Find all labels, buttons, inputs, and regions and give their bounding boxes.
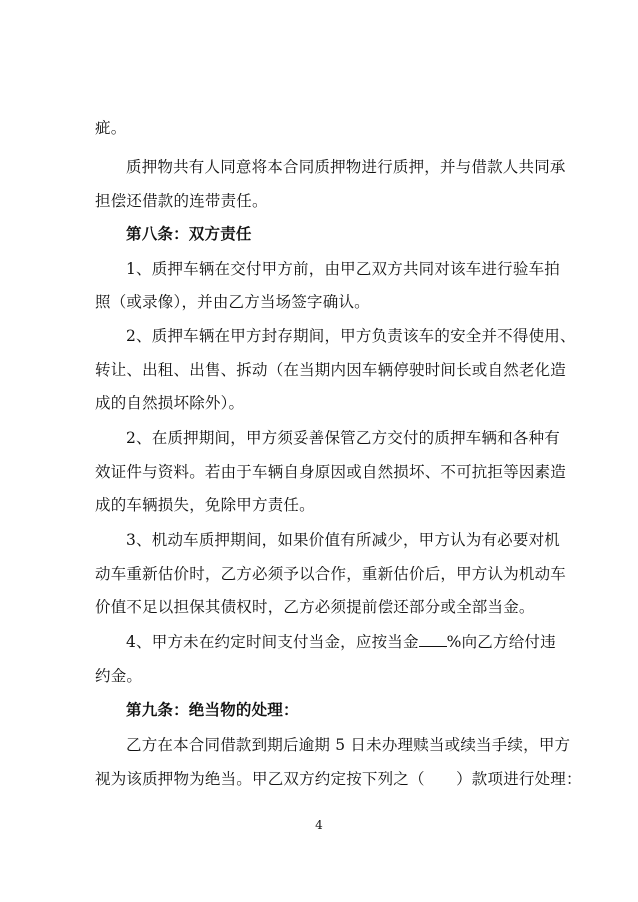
section-heading: 第九条：绝当物的处理： xyxy=(126,700,299,719)
text-line: 2、在质押期间，甲方须妥善保管乙方交付的质押车辆和各种有 xyxy=(126,429,560,447)
text-line: 动车重新估价时，乙方必须予以合作，重新估价后，甲方认为机动车 xyxy=(95,565,567,583)
text-segment: 4、甲方未在约定时间支付当金，应按当金 xyxy=(126,633,419,651)
text-line: 担偿还借款的连带责任。 xyxy=(95,192,268,210)
section-heading: 第八条：双方责任 xyxy=(126,224,252,243)
fill-in-blank xyxy=(419,632,447,647)
text-line: 价值不足以担保其债权时，乙方必须提前偿还部分或全部当金。 xyxy=(95,598,535,616)
text-line: 1、质押车辆在交付甲方前，由甲乙双方共同对该车进行验车拍 xyxy=(126,260,560,278)
text-segment: %向乙方给付违 xyxy=(446,633,556,651)
text-line: 约金。 xyxy=(95,667,143,685)
text-line: 成的车辆损失，免除甲方责任。 xyxy=(95,496,315,514)
text-line: 3、机动车质押期间，如果价值有所减少，甲方认为有必要对机 xyxy=(126,531,560,549)
text-line: 效证件与资料。若由于车辆自身原因或自然损坏、不可抗拒等因素造 xyxy=(95,463,567,481)
text-line-with-blank xyxy=(126,632,638,652)
text-line: 乙方在本合同借款到期后逾期 5 日未办理赎当或续当手续，甲方 xyxy=(126,736,571,754)
text-line: 质押物共有人同意将本合同质押物进行质押，并与借款人共同承 xyxy=(126,158,566,176)
text-line: 成的自然损坏除外）。 xyxy=(95,394,245,412)
text-line: 照（或录像），并由乙方当场签字确认。 xyxy=(95,293,370,311)
text-line: 疵。 xyxy=(95,119,127,137)
page-number: 4 xyxy=(315,818,323,832)
text-line: 2、质押车辆在甲方封存期间，甲方负责该车的安全并不得使用、 xyxy=(126,327,576,345)
text-line: 转让、出租、出售、拆动（在当期内因车辆停驶时间长或自然老化造 xyxy=(95,361,567,379)
text-line: 视为该质押物为绝当。甲乙双方约定按下列之（ ）款项进行处理： xyxy=(95,770,582,788)
